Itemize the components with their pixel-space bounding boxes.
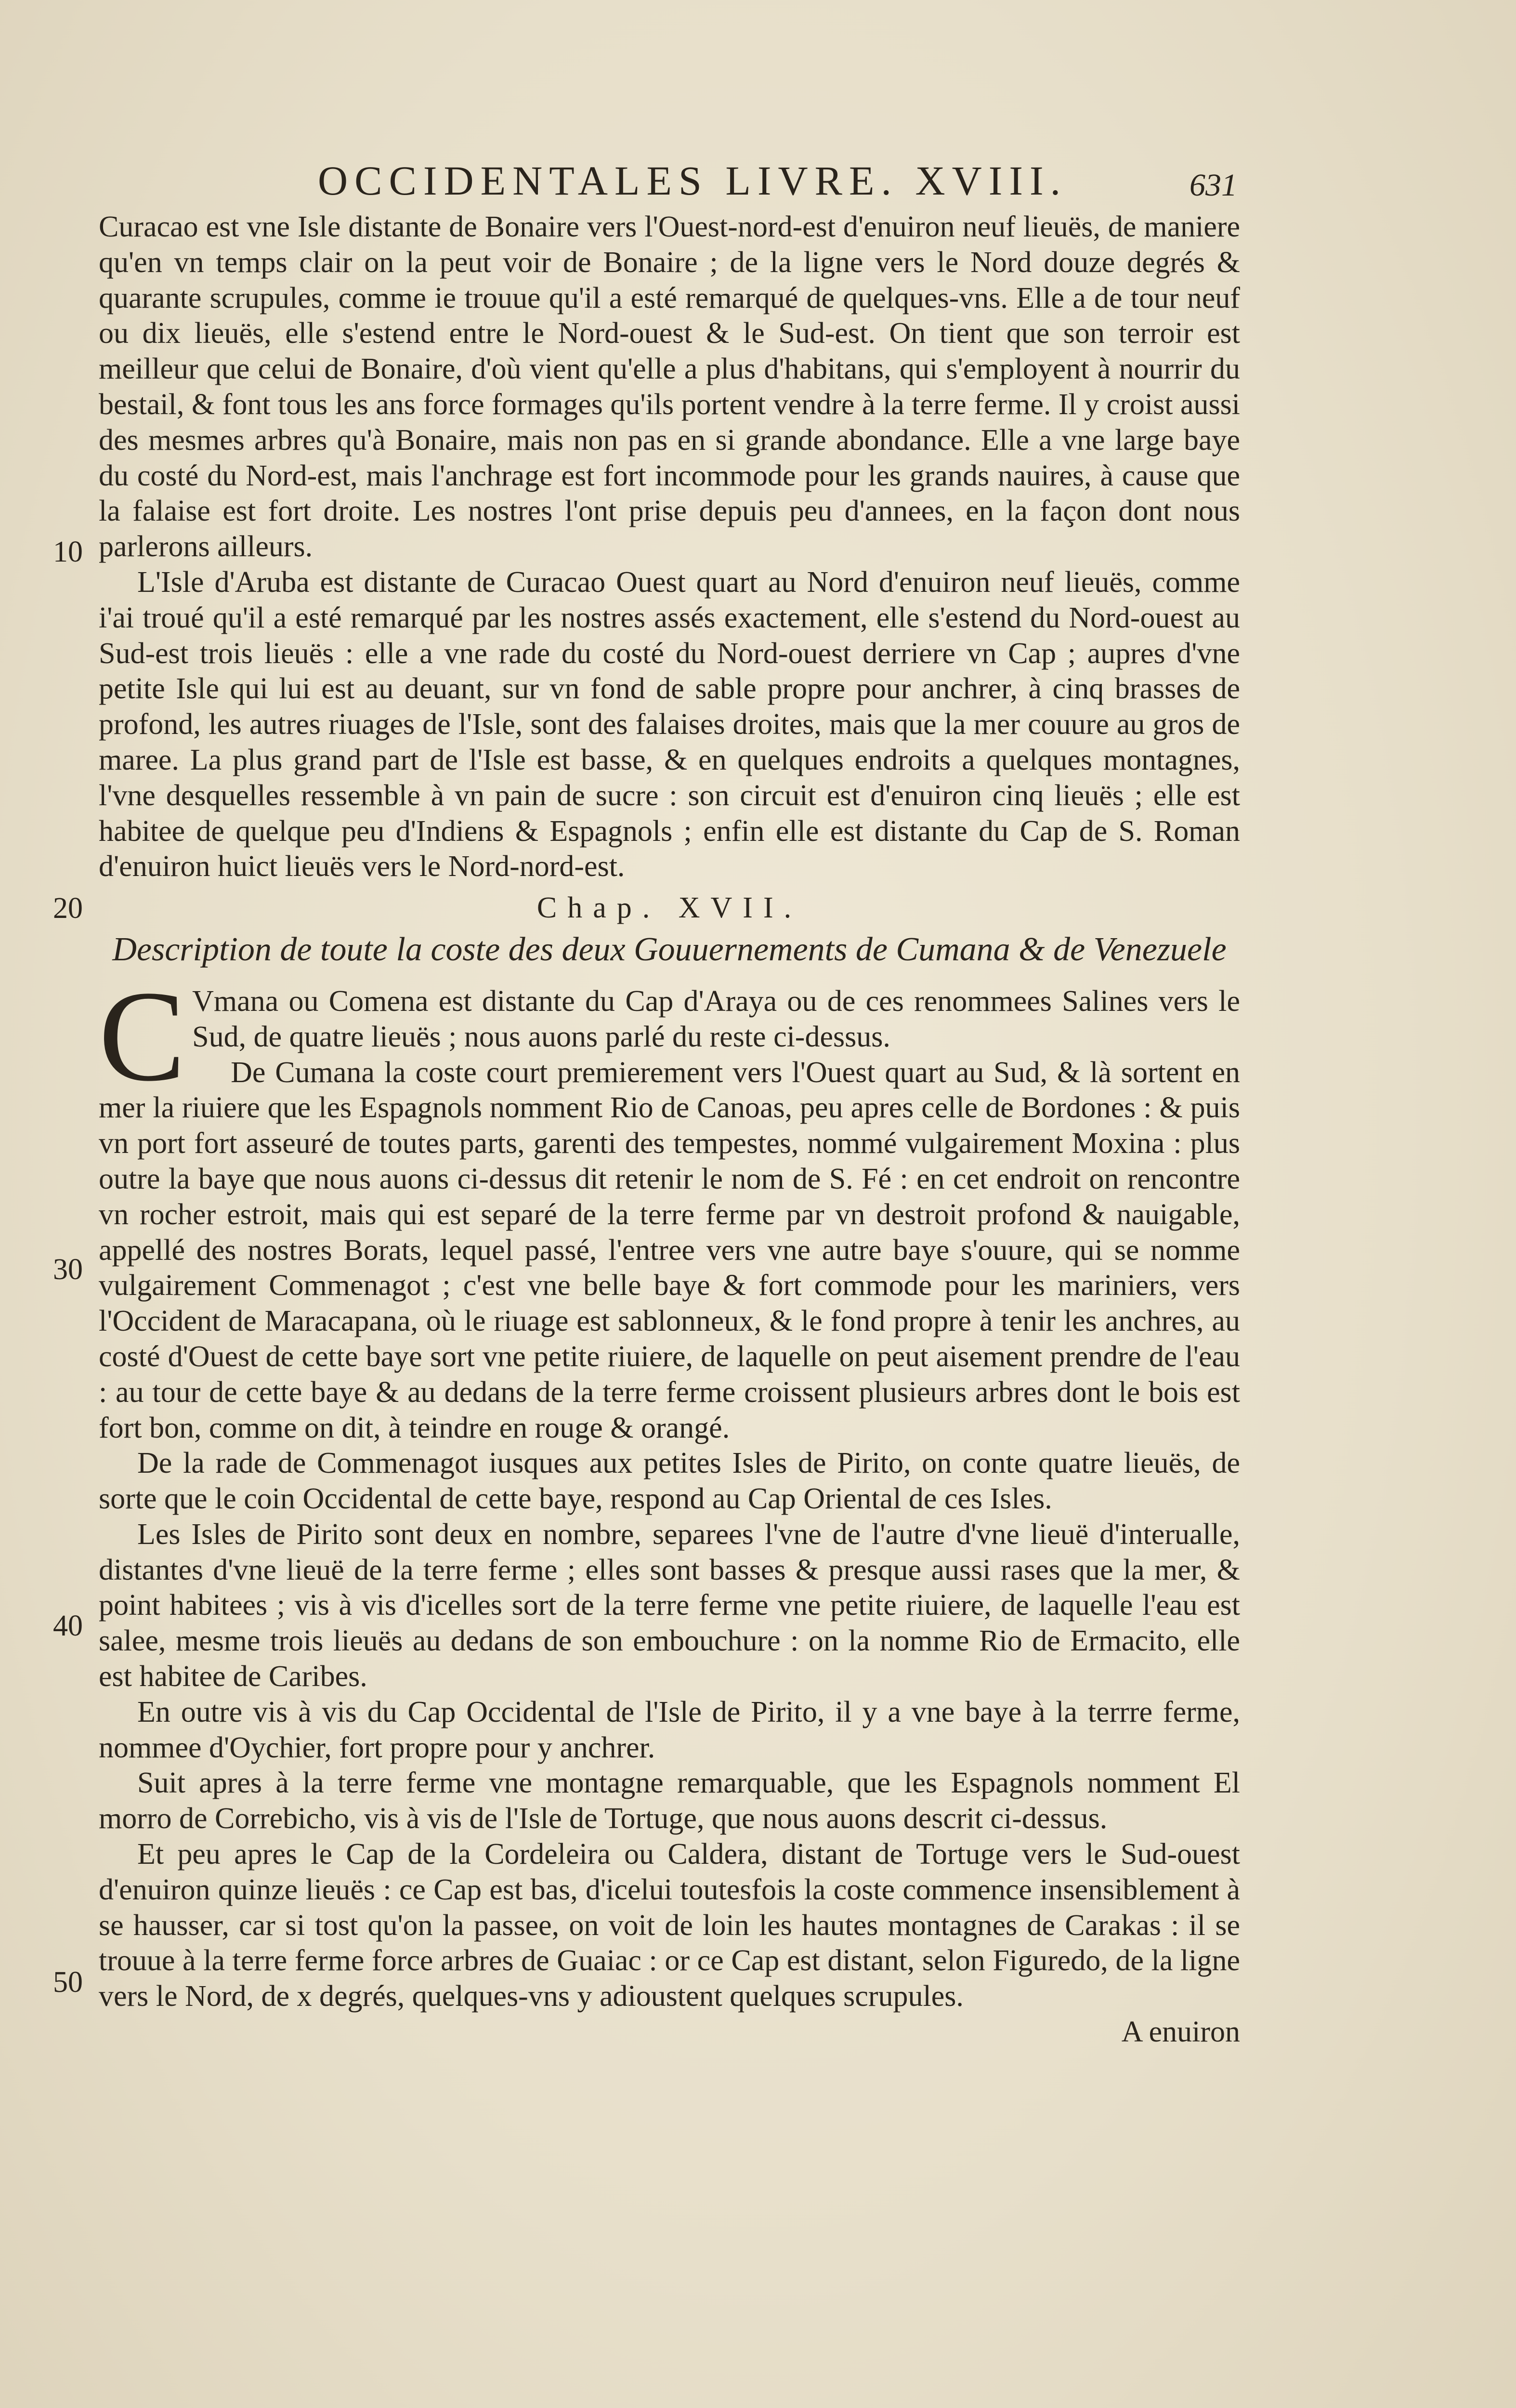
paragraph-aruba: L'Isle d'Aruba est distante de Curacao Ouest quart au Nord d'enuiron neuf lieuës, comme i'ai troué qu'il a esté remarqué par les nostres assés exactement, elle s'estend du Nord-ouest au Sud-est trois lieuës : elle a vne rade du costé du Nord-ouest derriere vn Cap ; aupres d'vne petite Isle qui lui est au deuant, sur vn fond de sable propre pour anchrer, à cinq brasses de profond, les autres riuages de l'Isle, sont des falaises droites, mais que la mer couure au gros de maree. La plus grand part de l'Isle est basse, & en quelques endroits a quelques montagnes, l'vne desquelles ressemble à vn pain de sucre : son circuit est d'enuiron cinq lieuës ; elle est habitee de quelque peu d'Indiens & Espagnols ; enfin elle est distante du Cap de S. Roman d'enuiron huict lieuës vers le Nord-nord-est.	[99, 565, 1240, 883]
line-number-40: 40	[53, 1610, 83, 1642]
paragraph-curacao: Curacao est vne Isle distante de Bonaire vers l'Ouest-nord-est d'enuiron neuf lieuës, de maniere qu'en vn temps clair on la peut voir de Bonaire ; de la ligne vers le Nord douze degrés & quarante scrupules, comme ie trouue qu'il a esté remarqué de quelques-vns. Elle a de tour neuf ou dix lieuës, elle s'estend entre le Nord-ouest & le Sud-est. On tient que son terroir est meilleur que celui de Bonaire, d'où vient qu'elle a plus d'habitans, qui s'employent à nourrir du bestail, & font tous les ans force formages qu'ils portent vendre à la terre ferme. Il y croist aussi des mesmes arbres qu'à Bonaire, mais non pas en si grande abondance. Elle a vne large baye du costé du Nord-est, mais l'anchrage est fort incommode pour les grands nauires, à cause que la falaise est fort droite. Les nostres l'ont prise depuis peu d'annees, en la façon dont nous parlerons ailleurs.	[99, 210, 1240, 563]
line-number-30: 30	[53, 1253, 83, 1286]
body-text	[99, 209, 1240, 2050]
drop-cap: C	[99, 964, 186, 1108]
line-number-50: 50	[53, 1966, 83, 1999]
page-header	[0, 154, 1516, 207]
paragraph-pirito: Les Isles de Pirito sont deux en nombre, separees l'vne de l'autre d'vne lieuë d'interualle, distantes d'vne lieuë de la terre ferme ; elles sont basses & presque aussi rases que la mer, & point habitees ; vis à vis d'icelles sort de la terre ferme vne petite riuiere, de laquelle l'eau est salee, mesme trois lieuës au dedans de son embouchure : on la nomme Rio de Ermacito, elle est habitee de Caribes.	[99, 1518, 1240, 1693]
paragraph-cumana-text: Vmana ou Comena est distante du Cap d'Araya ou de ces renommees Salines vers le Sud, de quatre lieuës ; nous auons parlé du reste ci-dessus.	[192, 984, 1240, 1053]
paragraph-commenagot: De la rade de Commenagot iusques aux petites Isles de Pirito, on conte quatre lieuës, de sorte que le coin Occidental de cette baye, respond au Cap Oriental de ces Isles.	[99, 1447, 1240, 1516]
line-number-20: 20	[53, 892, 83, 925]
paragraph-coast: De Cumana la coste court premierement vers l'Ouest quart au Sud, & là sortent en mer la riuiere que les Espagnols nomment Rio de Canoas, peu apres celle de Bordones : & puis vn port fort asseuré de toutes parts, garenti des tempestes, nommé vulgairement Moxina : plus outre la baye que nous auons ci-dessus dit retenir le nom de S. Fé : en cet endroit on rencontre vn rocher estroit, mais qui est separé de la terre ferme par vn destroit profond & nauigable, appellé des nostres Borats, lequel passé, l'entree vers vne autre baye s'ouure, qui se nomme vulgairement Commenagot ; c'est vne belle baye & fort commode pour les mariniers, vers l'Occident de Maracapana, où le riuage est sablonneux, & le fond propre à tenir les anchres, au costé d'Ouest de cette baye sort vne petite riuiere, de laquelle on peut aisement prendre de l'eau : au tour de cette baye & au dedans de la terre ferme croissent plusieurs arbres dont le bois est fort bon, comme on dit, à teindre en rouge & orangé.	[99, 1056, 1240, 1444]
paragraph-cumana	[99, 964, 1240, 1108]
line-number-10: 10	[53, 536, 83, 568]
paragraph-oychier: En outre vis à vis du Cap Occidental de l'Isle de Pirito, il y a vne baye à la terrre ferme, nommee d'Oychier, fort propre pour y anchrer.	[99, 1695, 1240, 1764]
chapter-heading: Chap. XVII.	[536, 891, 802, 925]
page-number: 631	[1189, 168, 1237, 203]
chapter-title: Description de toute la coste des deux Gouuernements de Cumana & de Venezuele	[112, 930, 1227, 968]
running-title: OCCIDENTALES LIVRE. XVIII.	[318, 157, 1068, 204]
catchword: A enuiron	[1121, 2015, 1240, 2049]
paragraph-cordeleira: Et peu apres le Cap de la Cordeleira ou Caldera, distant de Tortuge vers le Sud-ouest d'enuiron quinze lieuës : ce Cap est bas, d'icelui toutesfois la coste commence insensiblement à se hausser, car si tost qu'on la passee, on voit de loin les hautes montagnes de Carakas : il se trouue à la terre ferme force arbres de Guaiac : or ce Cap est distant, selon Figuredo, de la ligne vers le Nord, de x degrés, quelques-vns y adioustent quelques scrupules.	[99, 1838, 1240, 2013]
paragraph-correbicho: Suit apres à la terre ferme vne montagne remarquable, que les Espagnols nomment El morro de Correbicho, vis à vis de l'Isle de Tortuge, que nous auons descrit ci-dessus.	[99, 1767, 1240, 1835]
